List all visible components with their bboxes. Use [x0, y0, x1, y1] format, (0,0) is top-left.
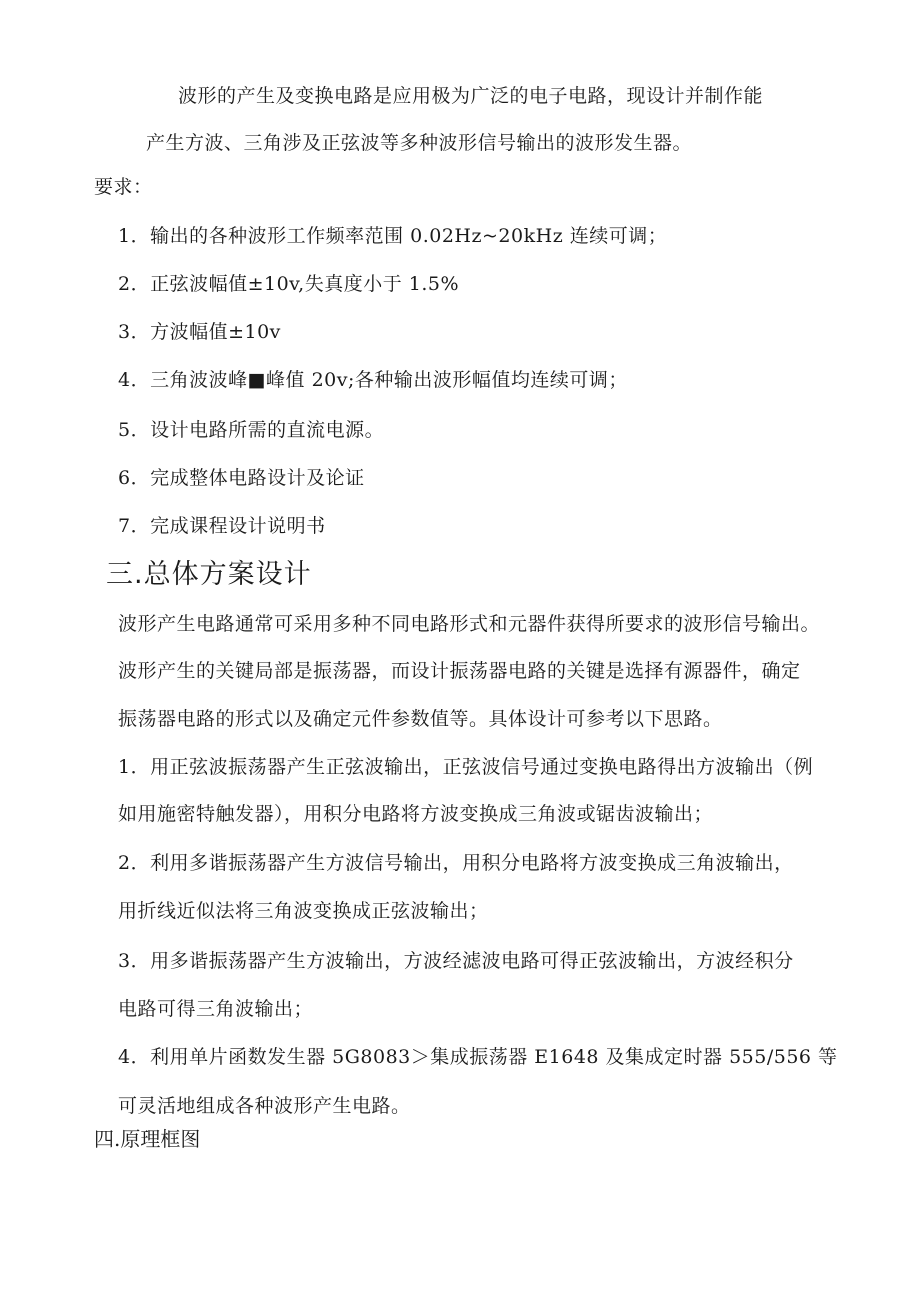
section-3-para-line-3: 振荡器电路的形式以及确定元件参数值等。具体设计可参考以下思路。 — [118, 708, 723, 730]
intro-line-2: 产生方波、三角涉及正弦波等多种波形信号输出的波形发生器。 — [146, 132, 693, 154]
approach-item-4-line-1: 4．利用单片函数发生器 5G8083＞集成振荡器 E1648 及集成定时器 555/556 等 — [118, 1046, 838, 1068]
approach-item-3-line-2: 电路可得三角波输出； — [118, 998, 314, 1020]
approach-item-3-line-1: 3．用多谐振荡器产生方波输出，方波经滤波电路可得正弦波输出，方波经积分 — [118, 950, 794, 972]
requirement-item-4: 4．三角波波峰■峰值 20v;各种输出波形幅值均连续可调； — [118, 369, 628, 391]
requirement-item-3: 3．方波幅值±10v — [118, 321, 281, 343]
section-3-para-line-2: 波形产生的关键局部是振荡器，而设计振荡器电路的关键是选择有源器件，确定 — [118, 660, 801, 682]
approach-item-4-line-2: 可灵活地组成各种波形产生电路。 — [118, 1095, 411, 1117]
section-3-title: 三.总体方案设计 — [106, 559, 312, 590]
requirements-label: 要求： — [94, 176, 153, 198]
approach-item-2-line-1: 2．利用多谐振荡器产生方波信号输出，用积分电路将方波变换成三角波输出， — [118, 852, 794, 874]
approach-item-1-line-1: 1．用正弦波振荡器产生正弦波输出，正弦波信号通过变换电路得出方波输出（例 — [118, 756, 814, 778]
approach-item-2-line-2: 用折线近似法将三角波变换成正弦波输出； — [118, 900, 489, 922]
requirement-item-1: 1．输出的各种波形工作频率范围 0.02Hz~20kHz 连续可调； — [118, 225, 668, 247]
section-3-para-line-1: 波形产生电路通常可采用多种不同电路形式和元器件获得所要求的波形信号输出。 — [118, 613, 821, 635]
requirement-item-2: 2．正弦波幅值±10v,失真度小于 1.5% — [118, 273, 460, 295]
section-4-title: 四.原理框图 — [94, 1127, 201, 1151]
approach-item-1-line-2: 如用施密特触发器），用积分电路将方波变换成三角波或锯齿波输出； — [118, 803, 714, 825]
intro-line-1: 波形的产生及变换电路是应用极为广泛的电子电路，现设计并制作能 — [178, 85, 764, 107]
requirement-item-5: 5．设计电路所需的直流电源。 — [118, 419, 385, 441]
requirement-item-7: 7．完成课程设计说明书 — [118, 515, 326, 537]
requirement-item-6: 6．完成整体电路设计及论证 — [118, 467, 365, 489]
